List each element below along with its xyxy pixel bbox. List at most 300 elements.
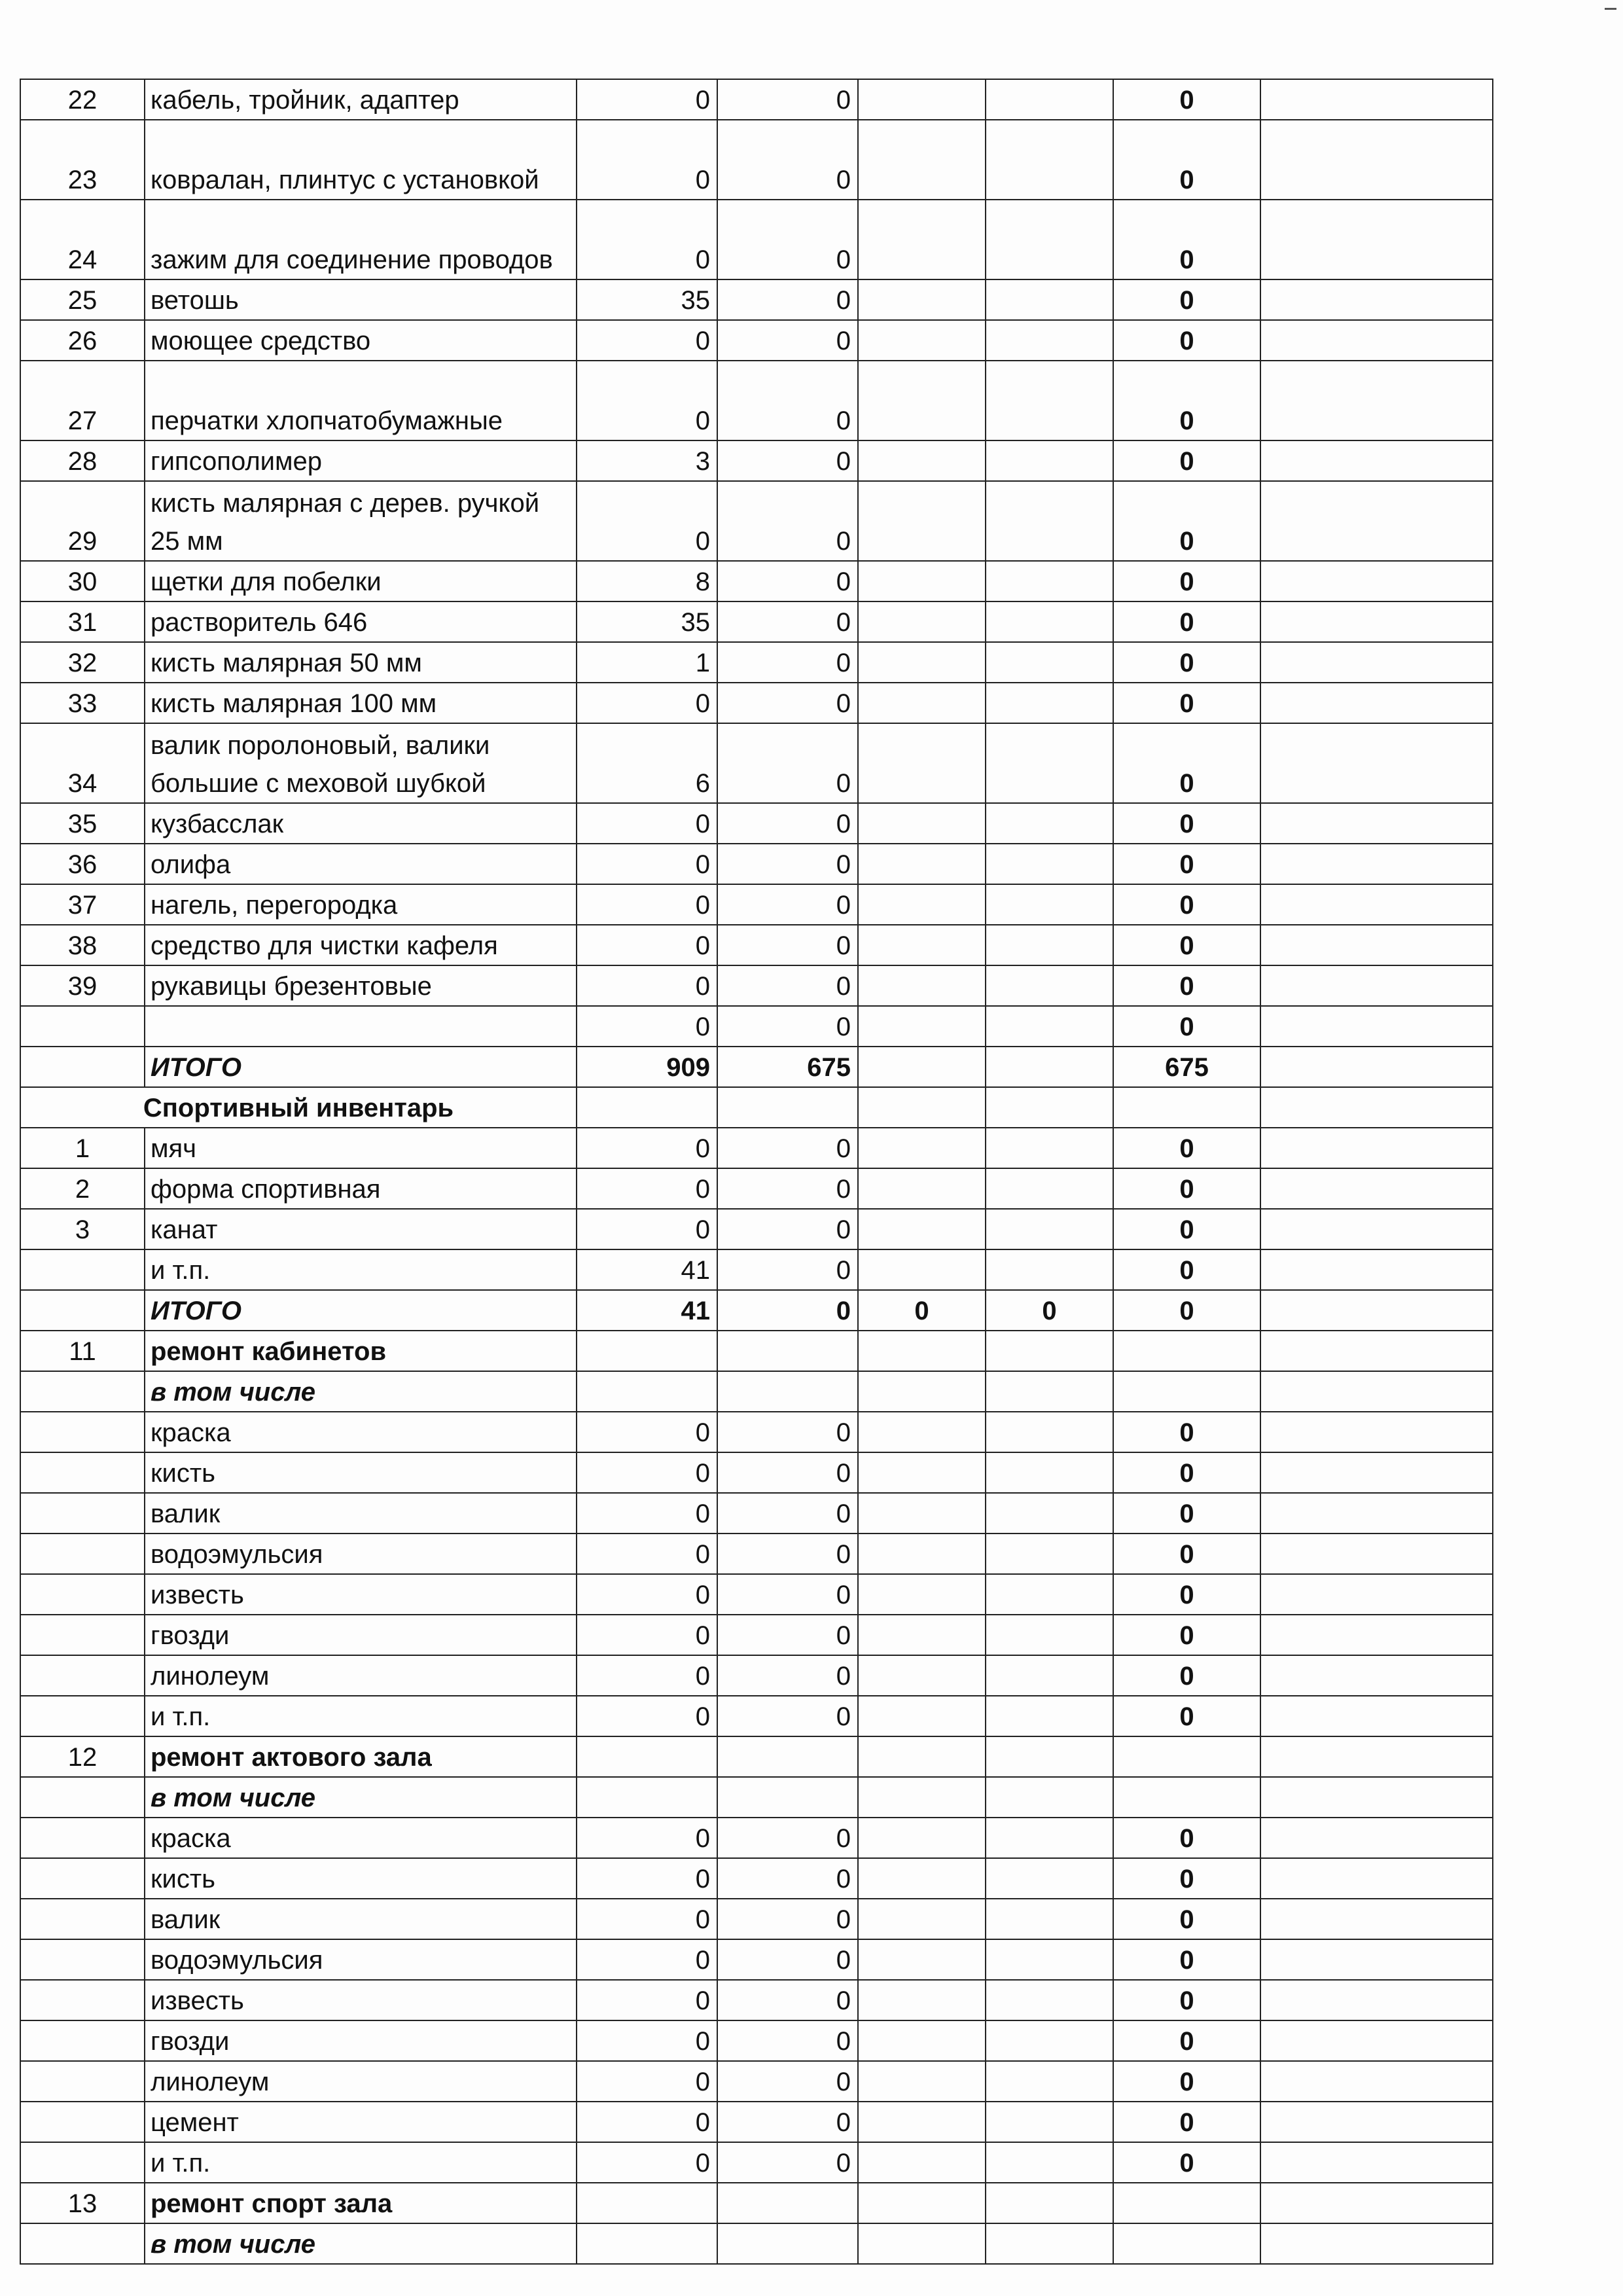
table-row bbox=[20, 723, 1493, 803]
table-row bbox=[20, 1249, 1493, 1290]
value-col-3 bbox=[858, 884, 986, 925]
row-number bbox=[20, 2061, 145, 2102]
table-row bbox=[20, 1615, 1493, 1655]
table-row bbox=[20, 803, 1493, 844]
value-col-2: 0 bbox=[717, 1980, 858, 2020]
total-value: 0 bbox=[1113, 1534, 1260, 1574]
value-col-1: 6 bbox=[577, 723, 717, 803]
value-col-1: 0 bbox=[577, 2102, 717, 2142]
value-col-4 bbox=[986, 1777, 1113, 1818]
empty-cell bbox=[1260, 1412, 1493, 1452]
empty-cell bbox=[1260, 1615, 1493, 1655]
item-name: линолеум bbox=[145, 2061, 577, 2102]
table-row bbox=[20, 1371, 1493, 1412]
row-number: 37 bbox=[20, 884, 145, 925]
item-name: в том числе bbox=[145, 1371, 577, 1412]
total-value: 0 bbox=[1113, 440, 1260, 481]
value-col-3 bbox=[858, 120, 986, 200]
item-name: мяч bbox=[145, 1128, 577, 1168]
empty-cell bbox=[577, 1087, 717, 1128]
row-number: 31 bbox=[20, 601, 145, 642]
table-row bbox=[20, 1858, 1493, 1899]
value-col-2: 0 bbox=[717, 361, 858, 440]
total-value: 0 bbox=[1113, 844, 1260, 884]
empty-cell bbox=[1260, 120, 1493, 200]
value-col-1: 0 bbox=[577, 2061, 717, 2102]
value-col-4 bbox=[986, 1209, 1113, 1249]
value-col-4 bbox=[986, 1249, 1113, 1290]
value-col-1: 0 bbox=[577, 1696, 717, 1736]
value-col-2 bbox=[717, 1331, 858, 1371]
value-col-4 bbox=[986, 1655, 1113, 1696]
total-value: 0 bbox=[1113, 1209, 1260, 1249]
value-col-4 bbox=[986, 2183, 1113, 2223]
value-col-2: 0 bbox=[717, 965, 858, 1006]
value-col-2: 0 bbox=[717, 1128, 858, 1168]
empty-cell bbox=[1260, 1249, 1493, 1290]
value-col-1: 0 bbox=[577, 965, 717, 1006]
table-row bbox=[20, 1655, 1493, 1696]
item-name: известь bbox=[145, 1574, 577, 1615]
value-col-4 bbox=[986, 642, 1113, 683]
row-number: 38 bbox=[20, 925, 145, 965]
value-col-3 bbox=[858, 1777, 986, 1818]
value-col-2: 0 bbox=[717, 2020, 858, 2061]
item-name: ИТОГО bbox=[145, 1047, 577, 1087]
value-col-4 bbox=[986, 1412, 1113, 1452]
value-col-3 bbox=[858, 1574, 986, 1615]
table-row bbox=[20, 1574, 1493, 1615]
value-col-4 bbox=[986, 844, 1113, 884]
item-name: нагель, перегородка bbox=[145, 884, 577, 925]
table-row bbox=[20, 1777, 1493, 1818]
empty-cell bbox=[1260, 884, 1493, 925]
value-col-2: 0 bbox=[717, 481, 858, 561]
value-col-2: 0 bbox=[717, 440, 858, 481]
value-col-3: 0 bbox=[858, 1290, 986, 1331]
value-col-3 bbox=[858, 683, 986, 723]
value-col-3 bbox=[858, 1939, 986, 1980]
value-col-4 bbox=[986, 1736, 1113, 1777]
table-row bbox=[20, 1209, 1493, 1249]
empty-cell bbox=[1260, 844, 1493, 884]
item-name: рукавицы брезентовые bbox=[145, 965, 577, 1006]
table-row bbox=[20, 601, 1493, 642]
empty-cell bbox=[1260, 2020, 1493, 2061]
table-row bbox=[20, 844, 1493, 884]
value-col-1: 0 bbox=[577, 1615, 717, 1655]
item-name: краска bbox=[145, 1818, 577, 1858]
item-name: кисть bbox=[145, 1452, 577, 1493]
value-col-2: 0 bbox=[717, 561, 858, 601]
empty-cell bbox=[1260, 361, 1493, 440]
empty-cell bbox=[1260, 1939, 1493, 1980]
item-name: растворитель 646 bbox=[145, 601, 577, 642]
value-col-2 bbox=[717, 2223, 858, 2264]
total-value: 0 bbox=[1113, 200, 1260, 279]
value-col-3 bbox=[858, 1858, 986, 1899]
table-row bbox=[20, 1534, 1493, 1574]
row-number bbox=[20, 1371, 145, 1412]
table-row bbox=[20, 481, 1493, 561]
value-col-1: 0 bbox=[577, 1128, 717, 1168]
value-col-2: 0 bbox=[717, 803, 858, 844]
total-value: 0 bbox=[1113, 1858, 1260, 1899]
item-name: гвозди bbox=[145, 2020, 577, 2061]
value-col-3 bbox=[858, 642, 986, 683]
total-value: 0 bbox=[1113, 2061, 1260, 2102]
row-number: 35 bbox=[20, 803, 145, 844]
total-value: 0 bbox=[1113, 803, 1260, 844]
row-number: 23 bbox=[20, 120, 145, 200]
value-col-3 bbox=[858, 1249, 986, 1290]
total-value: 0 bbox=[1113, 279, 1260, 320]
item-name: ремонт актового зала bbox=[145, 1736, 577, 1777]
value-col-1: 0 bbox=[577, 1006, 717, 1047]
value-col-3 bbox=[858, 1493, 986, 1534]
value-col-4 bbox=[986, 481, 1113, 561]
value-col-3 bbox=[858, 320, 986, 361]
value-col-1: 0 bbox=[577, 2142, 717, 2183]
row-number: 27 bbox=[20, 361, 145, 440]
value-col-1: 0 bbox=[577, 1168, 717, 1209]
empty-cell bbox=[1260, 1209, 1493, 1249]
table-row bbox=[20, 642, 1493, 683]
table-row bbox=[20, 1006, 1493, 1047]
item-name: валик поролоновый, валики большие с меховой шубкой bbox=[145, 723, 577, 803]
item-name: краска bbox=[145, 1412, 577, 1452]
value-col-4 bbox=[986, 723, 1113, 803]
total-value: 0 bbox=[1113, 1574, 1260, 1615]
item-name: кисть bbox=[145, 1858, 577, 1899]
value-col-4 bbox=[986, 440, 1113, 481]
value-col-2: 0 bbox=[717, 279, 858, 320]
item-name: олифа bbox=[145, 844, 577, 884]
row-number: 36 bbox=[20, 844, 145, 884]
item-name: перчатки хлопчатобумажные bbox=[145, 361, 577, 440]
empty-cell bbox=[1260, 2183, 1493, 2223]
value-col-1: 0 bbox=[577, 79, 717, 120]
table-row bbox=[20, 965, 1493, 1006]
empty-cell bbox=[1113, 1087, 1260, 1128]
row-number bbox=[20, 2223, 145, 2264]
value-col-2: 0 bbox=[717, 925, 858, 965]
empty-cell bbox=[1260, 1047, 1493, 1087]
value-col-4 bbox=[986, 1371, 1113, 1412]
table-row bbox=[20, 279, 1493, 320]
empty-cell bbox=[1260, 481, 1493, 561]
empty-cell bbox=[1260, 1736, 1493, 1777]
value-col-4 bbox=[986, 1534, 1113, 1574]
value-col-3 bbox=[858, 723, 986, 803]
value-col-3 bbox=[858, 1818, 986, 1858]
value-col-1: 0 bbox=[577, 1452, 717, 1493]
value-col-4 bbox=[986, 1980, 1113, 2020]
table-row bbox=[20, 2102, 1493, 2142]
row-number: 25 bbox=[20, 279, 145, 320]
empty-cell bbox=[1260, 440, 1493, 481]
value-col-1: 0 bbox=[577, 803, 717, 844]
value-col-2: 0 bbox=[717, 1452, 858, 1493]
empty-cell bbox=[1260, 200, 1493, 279]
value-col-1 bbox=[577, 1736, 717, 1777]
total-value: 0 bbox=[1113, 601, 1260, 642]
total-value: 0 bbox=[1113, 965, 1260, 1006]
total-value: 0 bbox=[1113, 1249, 1260, 1290]
table-row bbox=[20, 561, 1493, 601]
table-row bbox=[20, 683, 1493, 723]
total-value: 0 bbox=[1113, 120, 1260, 200]
value-col-3 bbox=[858, 440, 986, 481]
empty-cell bbox=[1260, 1899, 1493, 1939]
item-name: цемент bbox=[145, 2102, 577, 2142]
value-col-4 bbox=[986, 1128, 1113, 1168]
value-col-2: 0 bbox=[717, 200, 858, 279]
value-col-2: 0 bbox=[717, 1696, 858, 1736]
total-value: 0 bbox=[1113, 1818, 1260, 1858]
total-value: 0 bbox=[1113, 2142, 1260, 2183]
value-col-1: 0 bbox=[577, 683, 717, 723]
empty-cell bbox=[1260, 1331, 1493, 1371]
item-name: известь bbox=[145, 1980, 577, 2020]
item-name: ковралан, плинтус с установкой bbox=[145, 120, 577, 200]
value-col-4 bbox=[986, 1168, 1113, 1209]
value-col-3 bbox=[858, 1047, 986, 1087]
value-col-3 bbox=[858, 2142, 986, 2183]
value-col-2: 0 bbox=[717, 1412, 858, 1452]
empty-cell bbox=[1260, 1818, 1493, 1858]
empty-cell bbox=[1260, 2142, 1493, 2183]
table-row bbox=[20, 884, 1493, 925]
item-name bbox=[145, 1006, 577, 1047]
value-col-3 bbox=[858, 2102, 986, 2142]
item-name: форма спортивная bbox=[145, 1168, 577, 1209]
total-value bbox=[1113, 2223, 1260, 2264]
table-row bbox=[20, 1168, 1493, 1209]
empty-cell bbox=[1260, 1168, 1493, 1209]
empty-cell bbox=[1260, 320, 1493, 361]
value-col-2 bbox=[717, 1371, 858, 1412]
total-value: 0 bbox=[1113, 884, 1260, 925]
total-value: 0 bbox=[1113, 2020, 1260, 2061]
value-col-3 bbox=[858, 1412, 986, 1452]
value-col-4 bbox=[986, 561, 1113, 601]
value-col-1 bbox=[577, 1371, 717, 1412]
value-col-1: 0 bbox=[577, 1534, 717, 1574]
item-name: зажим для соединение проводов bbox=[145, 200, 577, 279]
total-value bbox=[1113, 1371, 1260, 1412]
value-col-2: 0 bbox=[717, 683, 858, 723]
empty-cell bbox=[986, 1087, 1113, 1128]
row-number: 12 bbox=[20, 1736, 145, 1777]
row-number bbox=[20, 1006, 145, 1047]
item-name: валик bbox=[145, 1493, 577, 1534]
row-number: 22 bbox=[20, 79, 145, 120]
item-name: в том числе bbox=[145, 2223, 577, 2264]
total-value: 0 bbox=[1113, 2102, 1260, 2142]
row-number bbox=[20, 1980, 145, 2020]
total-value bbox=[1113, 2183, 1260, 2223]
value-col-1: 3 bbox=[577, 440, 717, 481]
value-col-2: 0 bbox=[717, 2142, 858, 2183]
value-col-3 bbox=[858, 1452, 986, 1493]
value-col-2: 0 bbox=[717, 79, 858, 120]
value-col-1 bbox=[577, 2223, 717, 2264]
empty-cell bbox=[1260, 1087, 1493, 1128]
value-col-1: 35 bbox=[577, 601, 717, 642]
row-number bbox=[20, 1615, 145, 1655]
value-col-4 bbox=[986, 1939, 1113, 1980]
value-col-3 bbox=[858, 79, 986, 120]
empty-cell bbox=[858, 1087, 986, 1128]
table-row bbox=[20, 1331, 1493, 1371]
row-number: 3 bbox=[20, 1209, 145, 1249]
value-col-2: 0 bbox=[717, 320, 858, 361]
value-col-2: 0 bbox=[717, 1574, 858, 1615]
row-number: 34 bbox=[20, 723, 145, 803]
value-col-4 bbox=[986, 2061, 1113, 2102]
table-row bbox=[20, 1452, 1493, 1493]
table-row bbox=[20, 1087, 1493, 1128]
row-number bbox=[20, 1818, 145, 1858]
row-number bbox=[20, 1777, 145, 1818]
value-col-3 bbox=[858, 481, 986, 561]
value-col-4 bbox=[986, 1493, 1113, 1534]
total-value: 0 bbox=[1113, 1980, 1260, 2020]
value-col-4 bbox=[986, 2223, 1113, 2264]
table-body bbox=[20, 79, 1493, 2264]
value-col-3 bbox=[858, 2183, 986, 2223]
value-col-4 bbox=[986, 803, 1113, 844]
value-col-3 bbox=[858, 1655, 986, 1696]
item-name: кузбасслак bbox=[145, 803, 577, 844]
item-name: гипсополимер bbox=[145, 440, 577, 481]
value-col-2: 0 bbox=[717, 1615, 858, 1655]
row-number: 11 bbox=[20, 1331, 145, 1371]
value-col-1: 41 bbox=[577, 1249, 717, 1290]
row-number bbox=[20, 1290, 145, 1331]
item-name: в том числе bbox=[145, 1777, 577, 1818]
value-col-2: 0 bbox=[717, 1209, 858, 1249]
row-number: 13 bbox=[20, 2183, 145, 2223]
total-value: 0 bbox=[1113, 1696, 1260, 1736]
value-col-1: 0 bbox=[577, 1939, 717, 1980]
total-value bbox=[1113, 1736, 1260, 1777]
value-col-4 bbox=[986, 601, 1113, 642]
value-col-2: 0 bbox=[717, 2102, 858, 2142]
value-col-4 bbox=[986, 1696, 1113, 1736]
materials-table bbox=[20, 79, 1493, 2265]
value-col-3 bbox=[858, 2061, 986, 2102]
value-col-2: 0 bbox=[717, 1534, 858, 1574]
value-col-4 bbox=[986, 2102, 1113, 2142]
empty-cell bbox=[1260, 1777, 1493, 1818]
item-name: канат bbox=[145, 1209, 577, 1249]
item-name: кабель, тройник, адаптер bbox=[145, 79, 577, 120]
value-col-2: 0 bbox=[717, 1290, 858, 1331]
table-row bbox=[20, 1128, 1493, 1168]
value-col-3 bbox=[858, 200, 986, 279]
value-col-2: 0 bbox=[717, 723, 858, 803]
value-col-2: 0 bbox=[717, 120, 858, 200]
value-col-3 bbox=[858, 1615, 986, 1655]
table-row bbox=[20, 2142, 1493, 2183]
empty-cell bbox=[1260, 1655, 1493, 1696]
total-value bbox=[1113, 1331, 1260, 1371]
value-col-2: 0 bbox=[717, 1168, 858, 1209]
total-value: 675 bbox=[1113, 1047, 1260, 1087]
empty-cell bbox=[1260, 803, 1493, 844]
value-col-2: 0 bbox=[717, 1818, 858, 1858]
value-col-4 bbox=[986, 1331, 1113, 1371]
item-name: водоэмульсия bbox=[145, 1534, 577, 1574]
table-row bbox=[20, 2061, 1493, 2102]
value-col-3 bbox=[858, 1534, 986, 1574]
value-col-1: 8 bbox=[577, 561, 717, 601]
total-value: 0 bbox=[1113, 1006, 1260, 1047]
total-value bbox=[1113, 1777, 1260, 1818]
value-col-3 bbox=[858, 561, 986, 601]
row-number bbox=[20, 1939, 145, 1980]
value-col-3 bbox=[858, 1006, 986, 1047]
value-col-3 bbox=[858, 844, 986, 884]
value-col-4 bbox=[986, 925, 1113, 965]
empty-cell bbox=[1260, 1493, 1493, 1534]
total-value: 0 bbox=[1113, 1615, 1260, 1655]
empty-cell bbox=[1260, 279, 1493, 320]
value-col-2: 675 bbox=[717, 1047, 858, 1087]
table-row bbox=[20, 1939, 1493, 1980]
value-col-4 bbox=[986, 79, 1113, 120]
empty-cell bbox=[1260, 1290, 1493, 1331]
value-col-1: 0 bbox=[577, 1493, 717, 1534]
row-number: 29 bbox=[20, 481, 145, 561]
total-value: 0 bbox=[1113, 925, 1260, 965]
value-col-3 bbox=[858, 601, 986, 642]
row-number bbox=[20, 1899, 145, 1939]
item-name: кисть малярная 50 мм bbox=[145, 642, 577, 683]
item-name: ремонт спорт зала bbox=[145, 2183, 577, 2223]
row-number bbox=[20, 1858, 145, 1899]
value-col-3 bbox=[858, 925, 986, 965]
item-name: средство для чистки кафеля bbox=[145, 925, 577, 965]
table-row bbox=[20, 361, 1493, 440]
value-col-3 bbox=[858, 1736, 986, 1777]
value-col-2: 0 bbox=[717, 1655, 858, 1696]
value-col-1: 0 bbox=[577, 1209, 717, 1249]
value-col-4 bbox=[986, 2142, 1113, 2183]
row-number: 1 bbox=[20, 1128, 145, 1168]
value-col-3 bbox=[858, 1168, 986, 1209]
value-col-3 bbox=[858, 965, 986, 1006]
value-col-4 bbox=[986, 1615, 1113, 1655]
value-col-4 bbox=[986, 1899, 1113, 1939]
table-row bbox=[20, 120, 1493, 200]
value-col-2: 0 bbox=[717, 1858, 858, 1899]
empty-cell bbox=[1260, 1006, 1493, 1047]
empty-cell bbox=[1260, 1371, 1493, 1412]
empty-cell bbox=[1260, 1128, 1493, 1168]
value-col-4 bbox=[986, 1818, 1113, 1858]
value-col-3 bbox=[858, 1209, 986, 1249]
item-name: кисть малярная 100 мм bbox=[145, 683, 577, 723]
table-row bbox=[20, 1818, 1493, 1858]
value-col-2: 0 bbox=[717, 1493, 858, 1534]
value-col-2 bbox=[717, 2183, 858, 2223]
value-col-1: 0 bbox=[577, 1980, 717, 2020]
value-col-1: 35 bbox=[577, 279, 717, 320]
value-col-1: 0 bbox=[577, 481, 717, 561]
